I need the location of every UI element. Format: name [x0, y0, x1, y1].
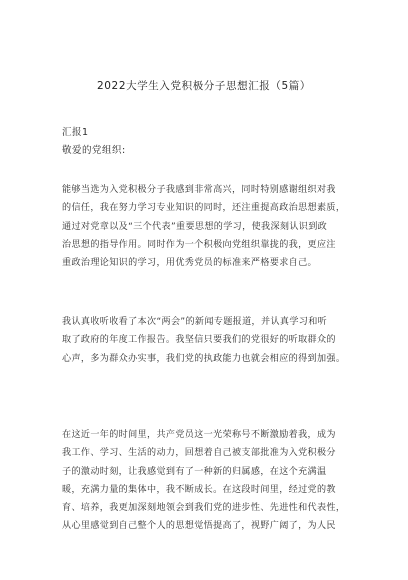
paragraph-2	[62, 313, 348, 368]
salutation: 敬爱的党组织:	[62, 145, 126, 156]
document-title: 2022大学生入党积极分子思想汇报（5篇）	[96, 80, 311, 92]
paragraph-line: 我工作、学习、生活的动力，回想着自己被支部批准为入党积极分	[62, 448, 336, 459]
paragraph-line: 治思想的指导作用。同时作为一个积极向党组织靠拢的我，更应注	[62, 239, 336, 250]
paragraph-3	[62, 426, 348, 536]
paragraph-line: 重政治理论知识的学习，用优秀党员的标准来严格要求自己。	[62, 258, 317, 269]
paragraph-line: 育、培养，我更加深刻地领会到我们党的进步性、先进性和代表性，	[62, 503, 346, 514]
paragraph-1	[62, 181, 348, 272]
paragraph-line: 能够当选为入党积极分子我感到非常高兴，同时特别感谢组织对我	[62, 185, 336, 195]
paragraph-line: 暖，充满力量的集体中，我不断成长。在这段时间里，经过党的教	[62, 484, 336, 495]
paragraph-line: 心声，多为群众办实事，我们党的执政能力也就会相应的得到加强。	[62, 353, 346, 364]
paragraph-line: 我认真收听收看了本次“两会”的新闻专题报道，并认真学习和听	[62, 317, 328, 327]
paragraph-line: 从心里感觉到自己整个人的思想觉悟提高了，视野广阔了，为人民	[62, 521, 336, 532]
paragraph-line: 取了政府的年度工作报告。我坚信只要我们的党很好的听取群众的	[62, 335, 336, 346]
paragraph-line: 的信任，我在努力学习专业知识的同时，还注重提高政治思想素质，	[62, 203, 346, 214]
paragraph-line: 子的激动时刻，让我感觉到有了一种新的归属感，在这个充满温	[62, 466, 327, 477]
section-heading: 汇报1	[62, 127, 89, 138]
paragraph-line: 通过对党章以及“三个代表”重要思想的学习，使我深刻认识到政	[62, 221, 328, 232]
paragraph-line: 在这近一年的时间里，共产党员这一光荣称号不断激励着我，成为	[62, 430, 336, 440]
